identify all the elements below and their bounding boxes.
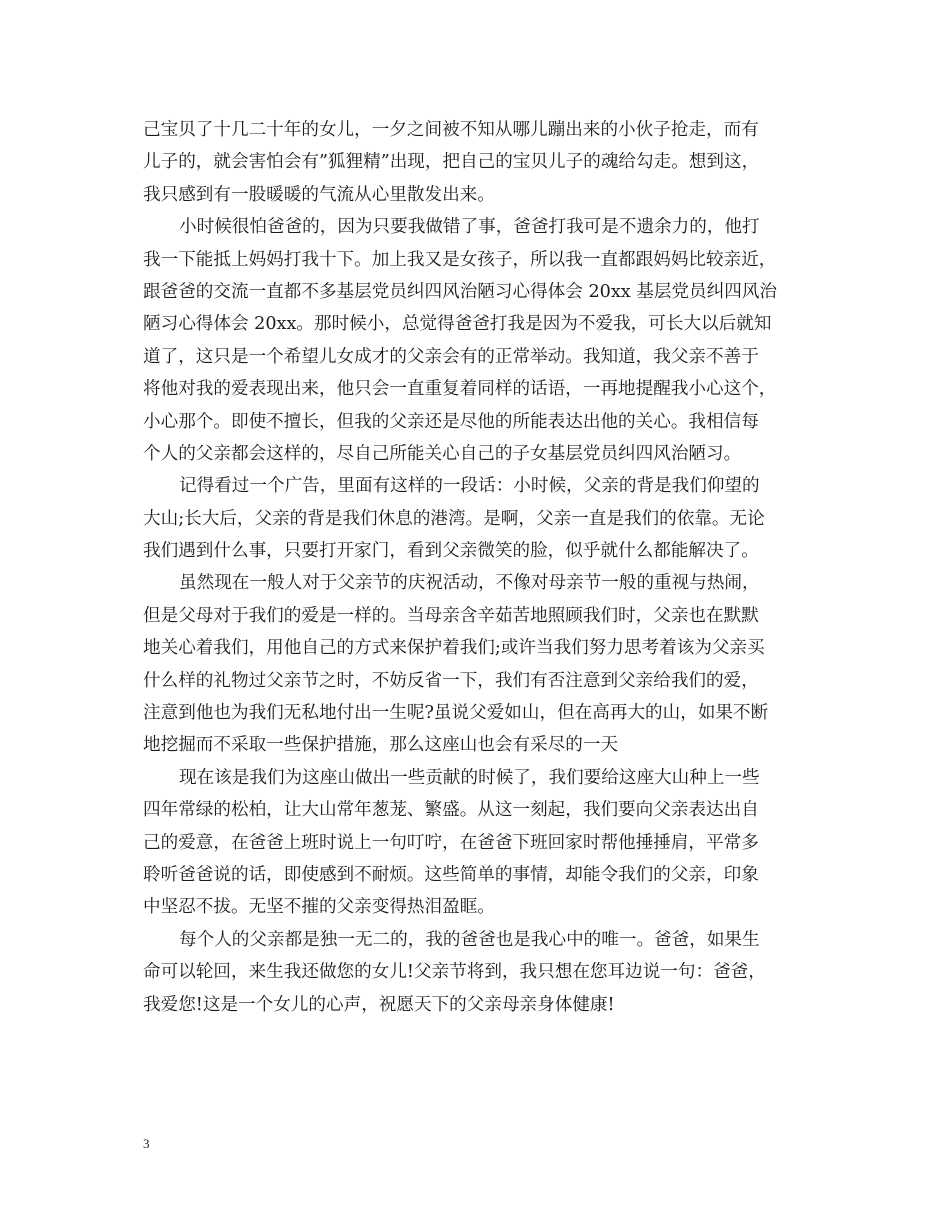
text-line: 地关心着我们，用他自己的方式来保护着我们;或许当我们努力思考着该为父亲买 — [143, 638, 765, 659]
text-line: 儿子的，就会害怕会有”狐狸精”出现，把自己的宝贝儿子的魂给勾走。想到这， — [143, 152, 760, 173]
text-line: 但是父母对于我们的爱是一样的。当母亲含辛茹苦地照顾我们时，父亲也在默默 — [143, 605, 759, 626]
text-line: 我只感到有一股暖暖的气流从心里散发出来。 — [143, 184, 495, 205]
paragraph-3 — [143, 470, 823, 567]
text-line: 跟爸爸的交流一直都不多基层党员纠四风治陋习心得体会 20xx 基层党员纠四风治 — [143, 281, 778, 302]
text-line: 我爱您!这是一个女儿的心声，祝愿天下的父亲母亲身体健康! — [143, 994, 615, 1015]
text-line: 个人的父亲都会这样的，尽自己所能关心自己的子女基层党员纠四风治陋习。 — [143, 443, 742, 464]
paragraph-5 — [143, 762, 823, 924]
text-line: 记得看过一个广告，里面有这样的一段话：小时候，父亲的背是我们仰望的 — [179, 476, 760, 497]
page-number: 3 — [143, 1136, 150, 1151]
text-line: 己的爱意，在爸爸上班时说上一句叮咛，在爸爸下班回家时帮他捶捶肩，平常多 — [143, 832, 759, 853]
text-line: 命可以轮回，来生我还做您的女儿!父亲节将到，我只想在您耳边说一句：爸爸， — [143, 962, 766, 983]
text-line: 地挖掘而不采取一些保护措施，那么这座山也会有采尽的一天 — [143, 735, 619, 756]
text-line: 我一下能抵上妈妈打我十下。加上我又是女孩子，所以我一直都跟妈妈比较亲近， — [143, 249, 777, 270]
paragraph-2 — [143, 211, 823, 470]
text-line: 中坚忍不拔。无坚不摧的父亲变得热泪盈眶。 — [143, 897, 495, 918]
body-text — [143, 114, 823, 1021]
text-line: 聆听爸爸说的话，即使感到不耐烦。这些简单的事情，却能令我们的父亲，印象 — [143, 864, 759, 885]
paragraph-1 — [143, 114, 823, 211]
text-line: 己宝贝了十几二十年的女儿，一夕之间被不知从哪儿蹦出来的小伙子抢走，而有 — [143, 120, 759, 140]
text-line: 道了，这只是一个希望儿女成才的父亲会有的正常举动。我知道，我父亲不善于 — [143, 346, 759, 367]
text-line: 每个人的父亲都是独一无二的，我的爸爸也是我心中的唯一。爸爸，如果生 — [179, 929, 760, 950]
text-line: 四年常绿的松柏，让大山常年葱茏、繁盛。从这一刻起，我们要向父亲表达出自 — [143, 800, 759, 821]
text-line: 虽然现在一般人对于父亲节的庆祝活动，不像对母亲节一般的重视与热闹， — [179, 573, 760, 594]
text-line: 小心那个。即使不擅长，但我的父亲还是尽他的所能表达出他的关心。我相信每 — [143, 411, 759, 432]
text-line: 将他对我的爱表现出来，他只会一直重复着同样的话语，一再地提醒我小心这个， — [143, 379, 777, 400]
text-line: 什么样的礼物过父亲节之时，不妨反省一下，我们有否注意到父亲给我们的爱， — [143, 670, 759, 691]
text-line: 我们遇到什么事，只要打开家门，看到父亲微笑的脸，似乎就什么都能解决了。 — [143, 541, 759, 562]
text-line: 现在该是我们为这座山做出一些贡献的时候了，我们要给这座大山种上一些 — [179, 767, 760, 788]
text-line: 大山;长大后，父亲的背是我们休息的港湾。是啊，父亲一直是我们的依靠。无论 — [143, 508, 765, 529]
text-line: 陋习心得体会 20xx。那时候小，总觉得爸爸打我是因为不爱我，可长大以后就知 — [143, 314, 772, 335]
text-line: 小时候很怕爸爸的，因为只要我做错了事，爸爸打我可是不遗余力的，他打 — [179, 217, 760, 238]
paragraph-4 — [143, 567, 823, 761]
text-line: 注意到他也为我们无私地付出一生呢?虽说父爱如山，但在高再大的山，如果不断 — [143, 703, 769, 724]
paragraph-6 — [143, 924, 823, 1021]
